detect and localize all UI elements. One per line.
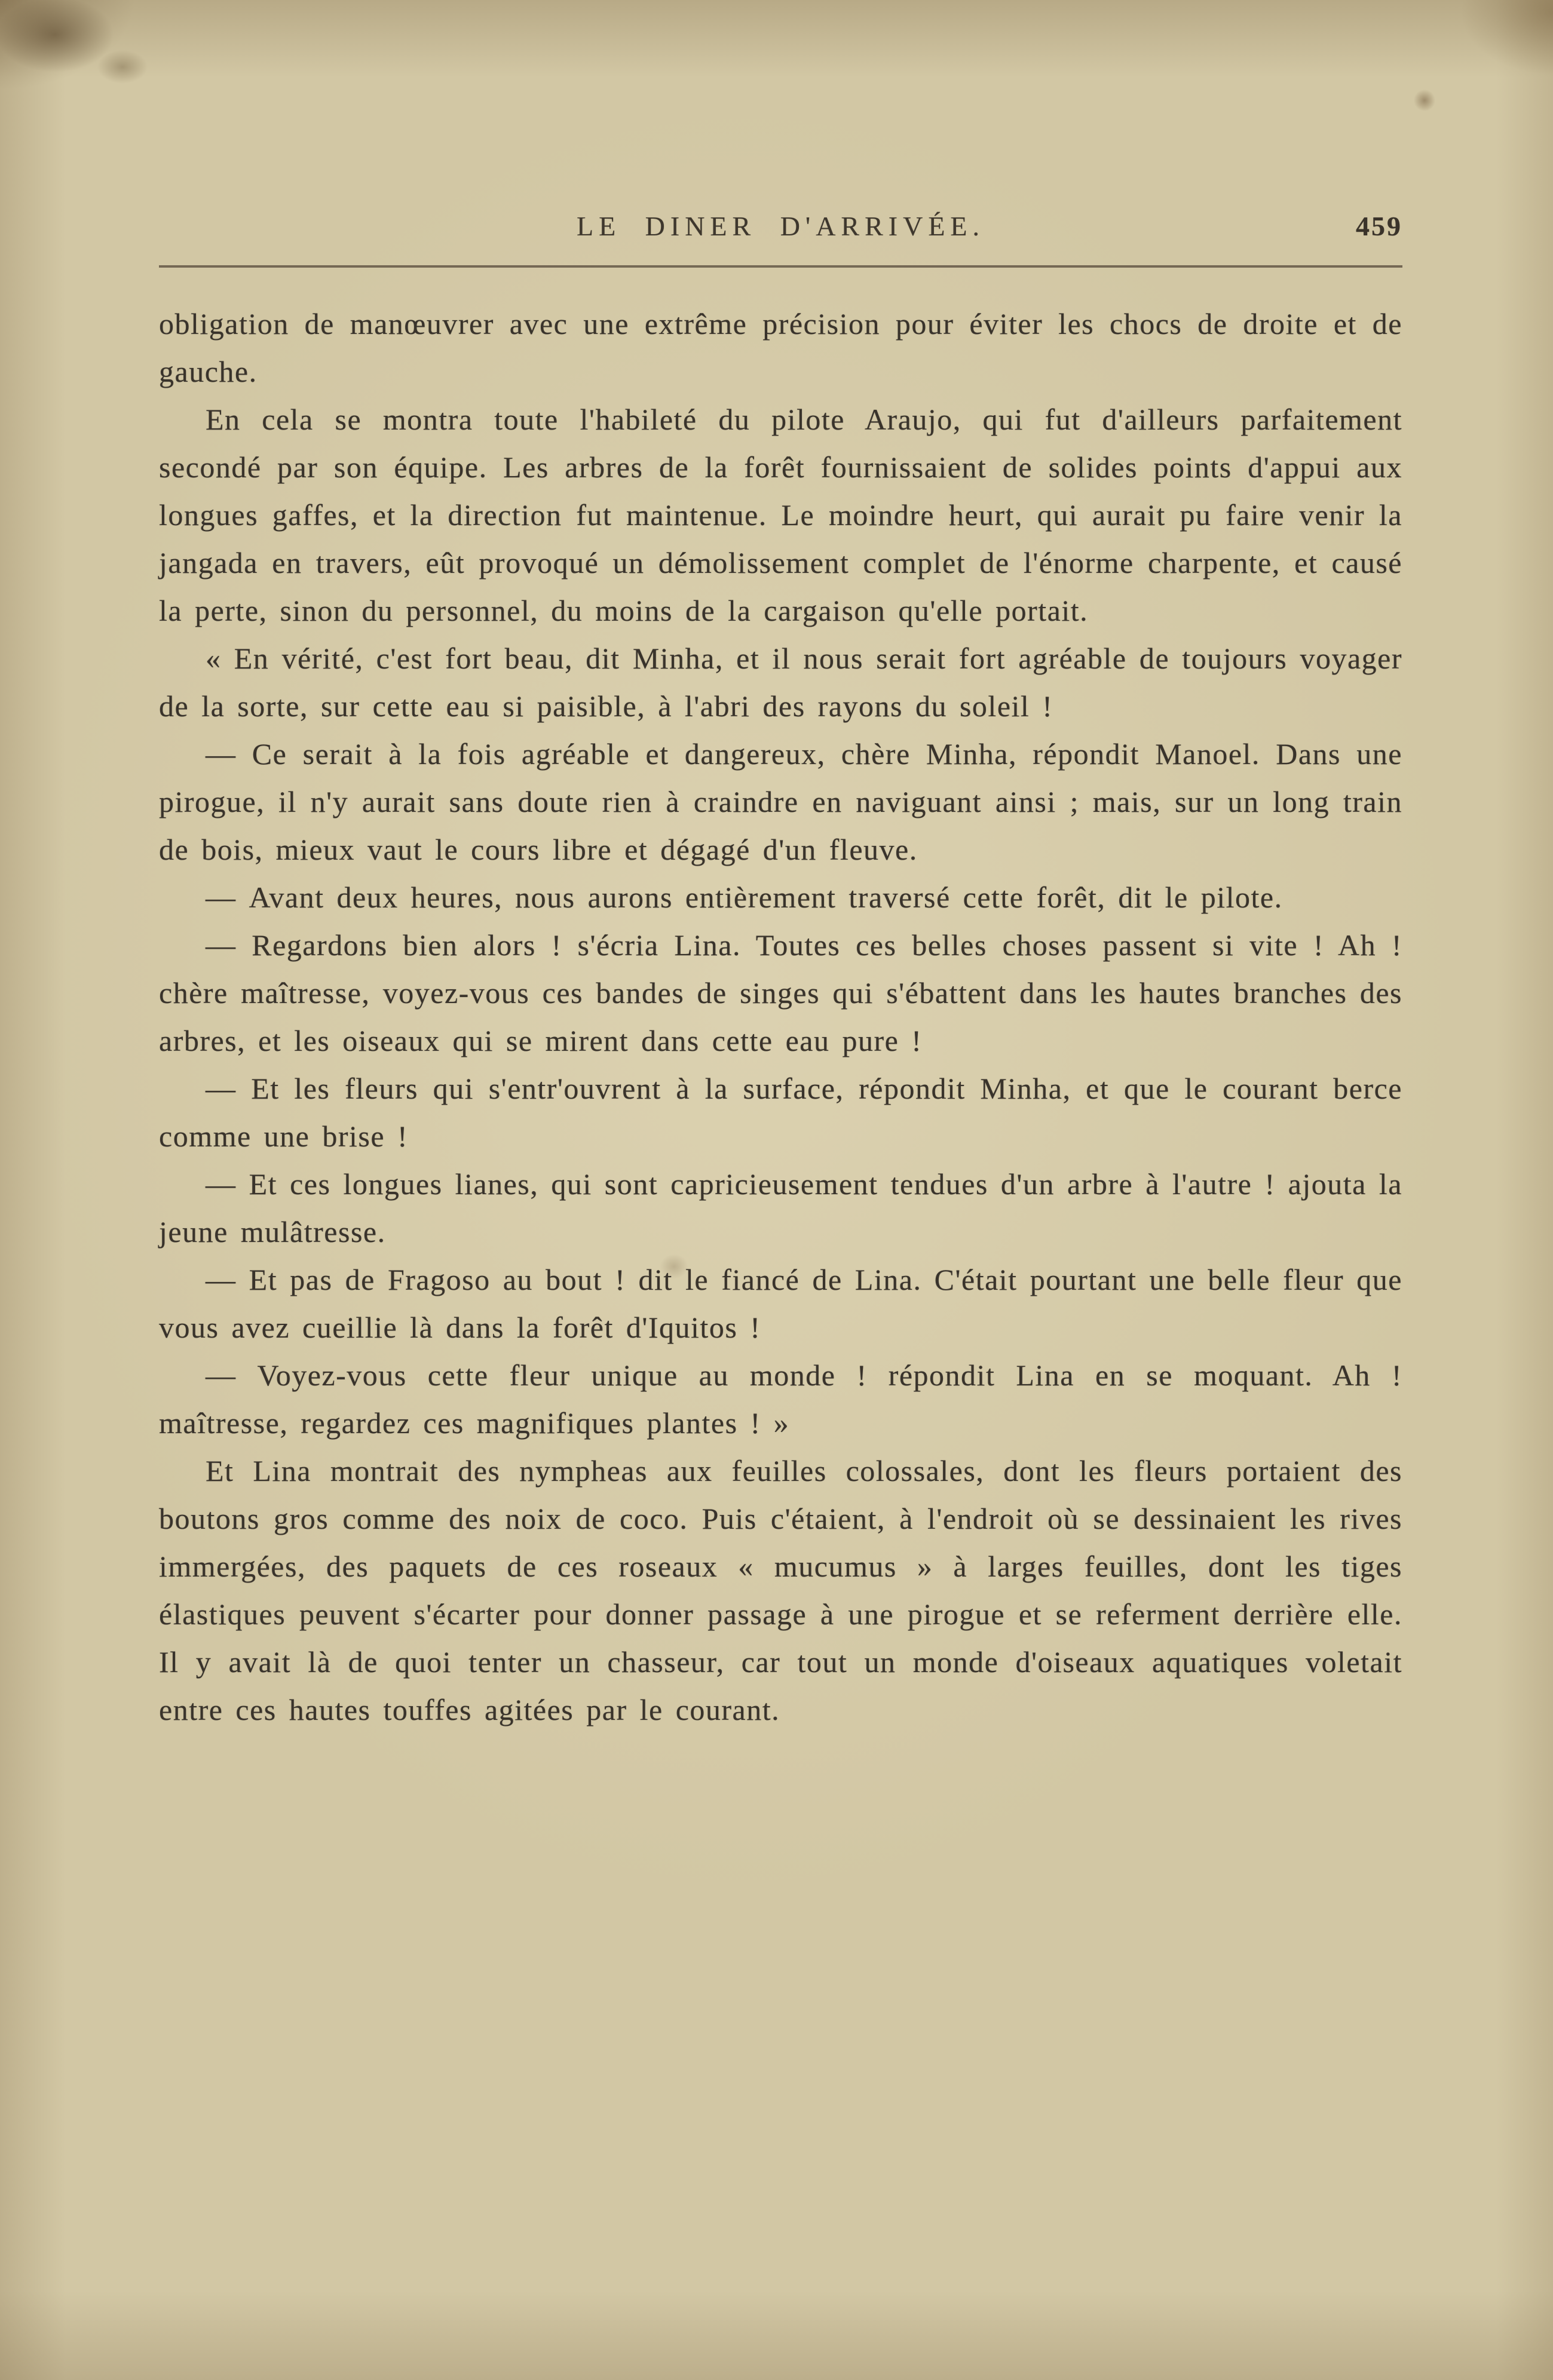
paragraph: obligation de manœuvrer avec une extrême précision pour éviter les chocs de droite et de gauche. xyxy=(159,307,1402,388)
paragraph: « En vérité, c'est fort beau, dit Minha, et il nous serait fort agréable de toujours voyager de la sorte, sur cette eau si paisible, à l'abri des rayons du soleil ! xyxy=(159,642,1402,723)
header-rule xyxy=(159,265,1402,268)
paragraph: — Avant deux heures, nous aurons entièrement traversé cette forêt, dit le pilote. xyxy=(206,881,1283,914)
paragraph: — Voyez-vous cette fleur unique au monde ! répondit Lina en se moquant. Ah ! maîtresse, regardez ces magnifiques plantes ! » xyxy=(159,1358,1402,1440)
page-text xyxy=(159,300,1402,1734)
paragraph: Et Lina montrait des nympheas aux feuilles colossales, dont les fleurs portaient des boutons gros comme des noix de coco. Puis c'étaient, à l'endroit où se dessinaient les rives immergées, des paquets de ces roseaux « mucumus » à larges feuilles, dont les tiges élastiques peuvent s'écarter pour donner passage à une pirogue et se referment derrière elle. Il y avait là de quoi tenter un chasseur, car tout un monde d'oiseaux aquatiques voletait entre ces hautes touffes agitées par le courant. xyxy=(159,1454,1402,1726)
page-number: 459 xyxy=(1356,211,1402,241)
paragraph: — Ce serait à la fois agréable et dangereux, chère Minha, répondit Manoel. Dans une pirogue, il n'y aurait sans doute rien à craindre en naviguant ainsi ; mais, sur un long train de bois, mieux vaut le cours libre et dégagé d'un fleuve. xyxy=(159,737,1402,866)
paragraph: — Et pas de Fragoso au bout ! dit le fiancé de Lina. C'était pourtant une belle fleur que vous avez cueillie là dans la forêt d'Iquitos ! xyxy=(159,1263,1402,1344)
paragraph: — Et ces longues lianes, qui sont capricieusement tendues d'un arbre à l'autre ! ajouta la jeune mulâtresse. xyxy=(159,1167,1402,1249)
paragraph: — Regardons bien alors ! s'écria Lina. Toutes ces belles choses passent si vite ! Ah ! chère maîtresse, voyez-vous ces bandes de singes qui s'ébattent dans les hautes branches des arbres, et les oiseaux qui se mirent dans cette eau pure ! xyxy=(159,928,1402,1057)
paragraph: En cela se montra toute l'habileté du pilote Araujo, qui fut d'ailleurs parfaitement secondé par son équipe. Les arbres de la forêt fournissaient de solides points d'appui aux longues gaffes, et la direction fut maintenue. Le moindre heurt, qui aurait pu faire venir la jangada en travers, eût provoqué un démolissement complet de l'énorme charpente, et causé la perte, sinon du personnel, du moins de la cargaison qu'elle portait. xyxy=(159,403,1402,627)
paragraph: — Et les fleurs qui s'entr'ouvrent à la surface, répondit Minha, et que le courant berce comme une brise ! xyxy=(159,1072,1402,1153)
chapter-running-title: LE DINER D'ARRIVÉE. xyxy=(576,211,985,241)
running-header xyxy=(159,210,1402,247)
